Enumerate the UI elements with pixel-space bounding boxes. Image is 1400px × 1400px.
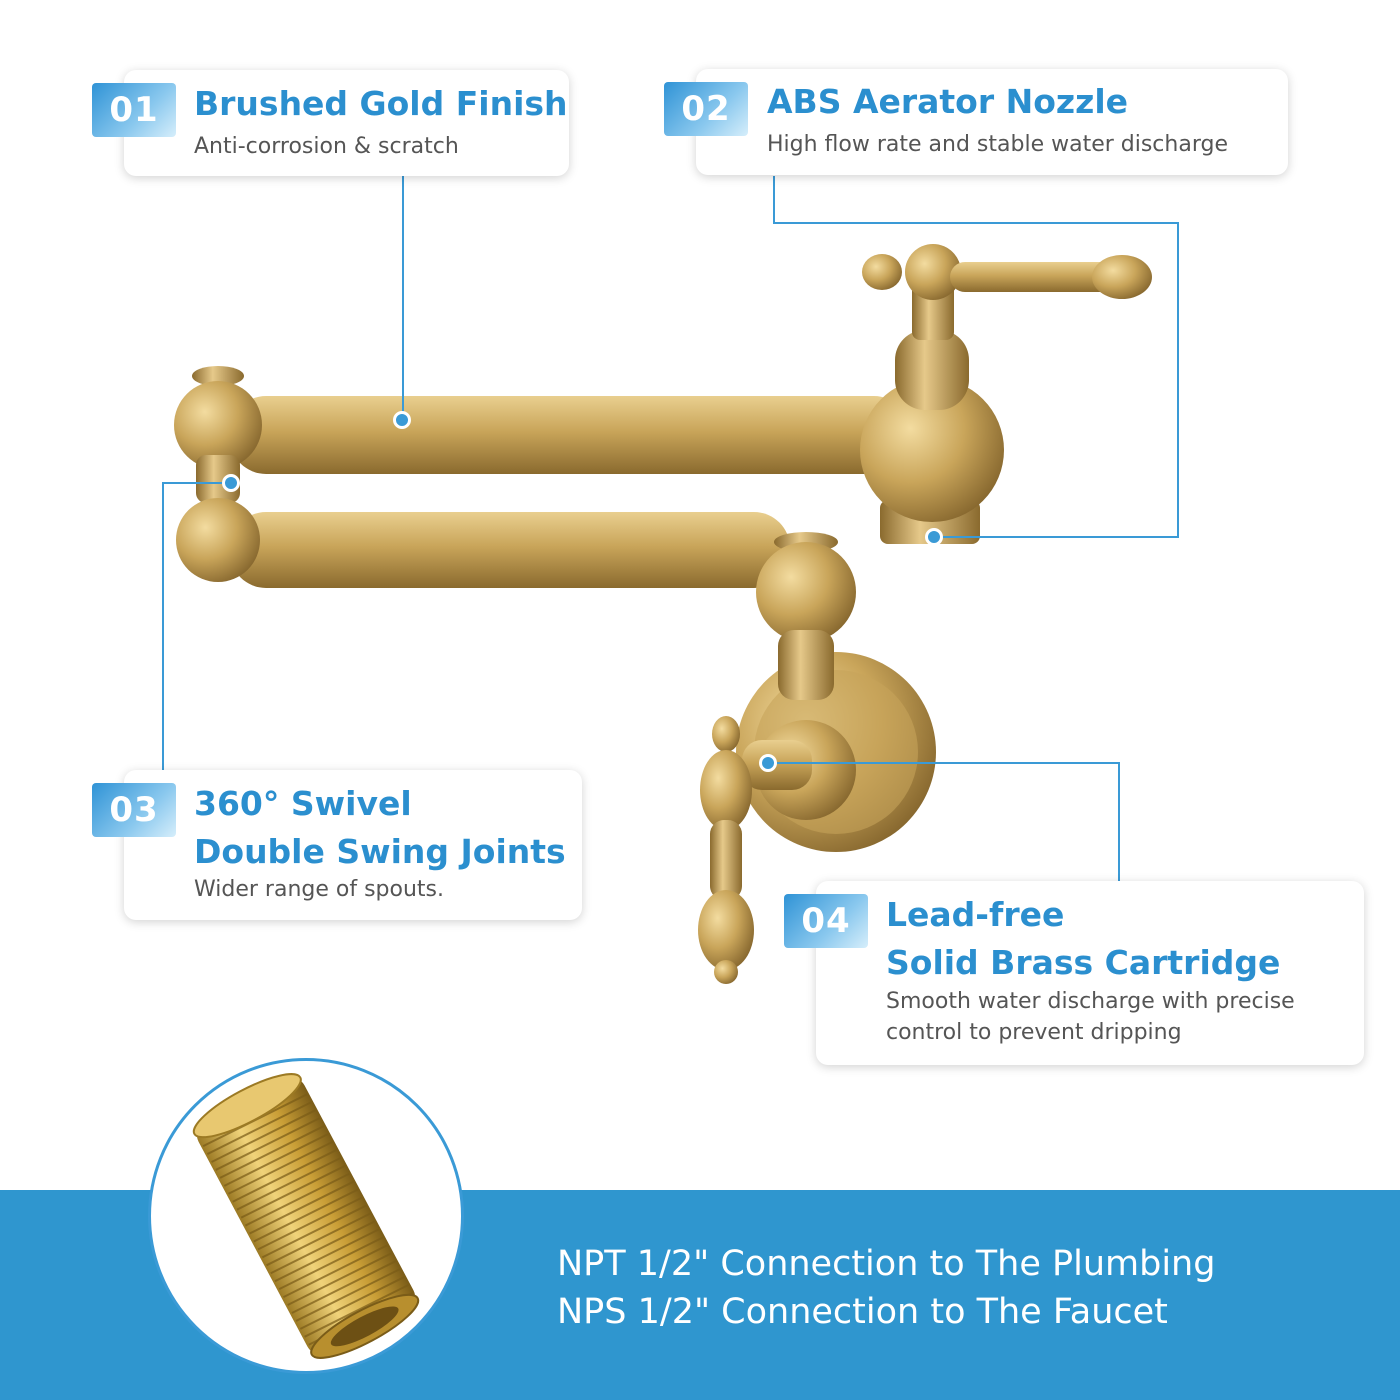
feature-subtitle-03: Wider range of spouts. — [194, 877, 444, 902]
feature-number-badge-02: 02 — [664, 82, 748, 136]
feature-title-04-line2: Solid Brass Cartridge — [886, 943, 1281, 982]
upper-swing-arm — [230, 396, 910, 474]
leader-line-04a — [768, 762, 1120, 764]
marker-dot-02 — [925, 528, 943, 546]
feature-number-badge-04: 04 — [784, 894, 868, 948]
feature-number-badge-01: 01 — [92, 83, 176, 137]
leader-line-02d — [934, 536, 1179, 538]
feature-card-03 — [124, 770, 582, 920]
marker-dot-04 — [759, 754, 777, 772]
lower-lever-handle — [710, 820, 742, 900]
feature-subtitle-01: Anti-corrosion & scratch — [194, 134, 459, 159]
feature-title-01: Brushed Gold Finish — [194, 84, 568, 123]
elbow-joint — [756, 542, 856, 642]
feature-subtitle-04-line2: control to prevent dripping — [886, 1020, 1182, 1045]
feature-title-02: ABS Aerator Nozzle — [767, 82, 1129, 121]
feature-subtitle-04-line1: Smooth water discharge with precise — [886, 989, 1295, 1014]
connection-faucet-text: NPS 1/2" Connection to The Faucet — [557, 1292, 1168, 1332]
lower-swing-arm — [230, 512, 790, 588]
feature-title-03-line1: 360° Swivel — [194, 784, 412, 823]
leader-line-01 — [402, 176, 404, 420]
leader-line-02a — [773, 176, 775, 224]
leader-line-02b — [773, 222, 1179, 224]
feature-title-03-line2: Double Swing Joints — [194, 832, 566, 871]
feature-subtitle-02: High flow rate and stable water discharge — [767, 132, 1228, 157]
marker-dot-01 — [393, 411, 411, 429]
leader-line-02c — [1177, 222, 1179, 538]
leader-line-04b — [1118, 762, 1120, 882]
lower-swivel-joint — [176, 498, 260, 582]
feature-number-badge-03: 03 — [92, 783, 176, 837]
feature-card-01 — [124, 70, 569, 176]
feature-title-04-line1: Lead-free — [886, 895, 1065, 934]
threaded-nipple-image — [148, 1058, 464, 1374]
marker-dot-03 — [222, 474, 240, 492]
feature-card-04 — [816, 881, 1364, 1065]
connection-plumbing-text: NPT 1/2" Connection to The Plumbing — [557, 1244, 1216, 1284]
feature-card-02 — [696, 69, 1288, 175]
leader-line-03b — [162, 482, 164, 772]
